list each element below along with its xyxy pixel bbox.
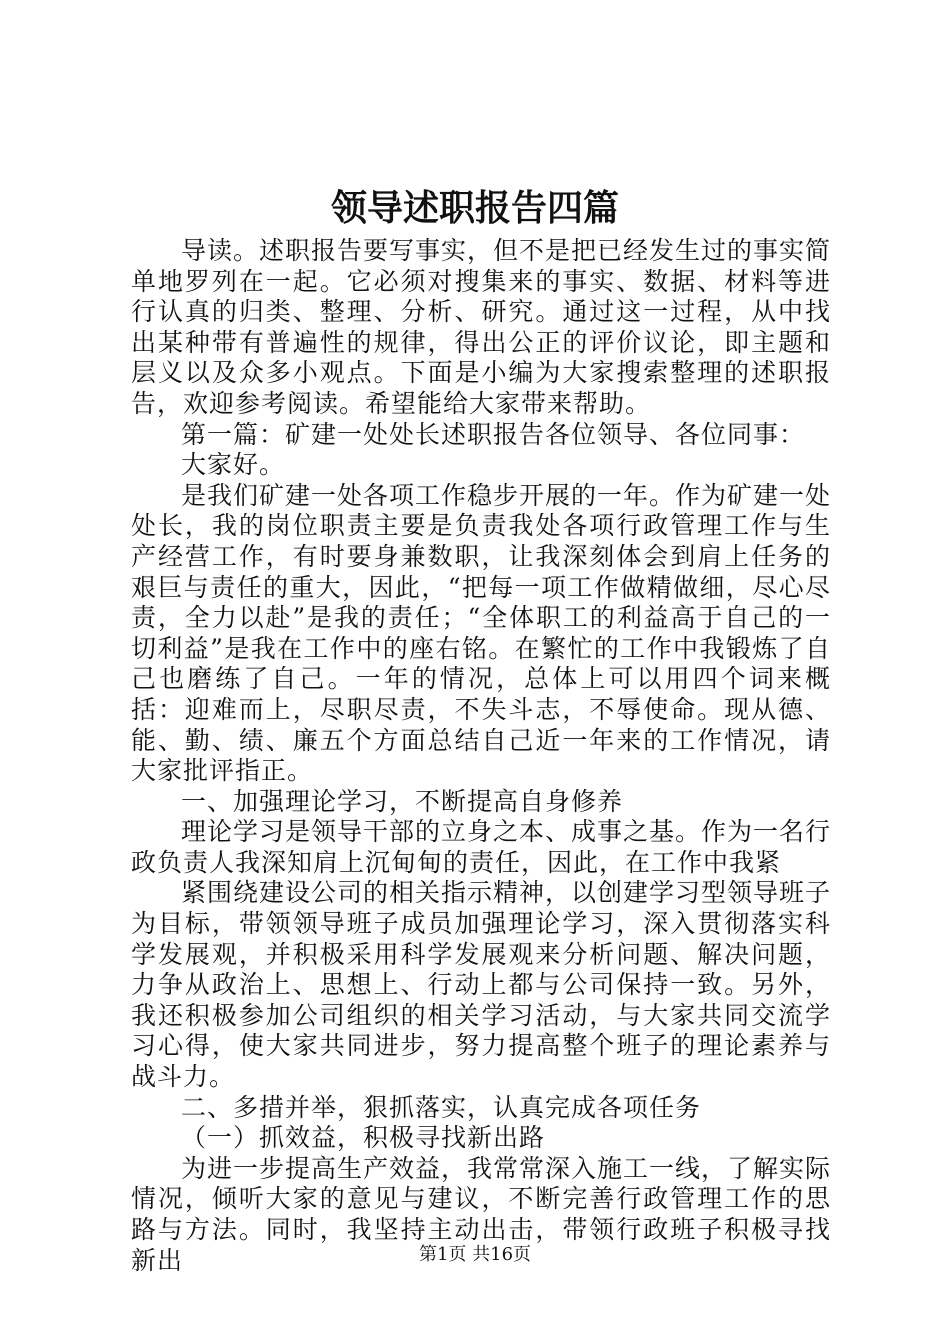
paragraph-benefits: 为进一步提高生产效益，我常常深入施工一线，了解实际情况，倾听大家的意见与建议，不断完善行政管理工作的思路与方法。同时，我坚持主动出击，带领行政班子积极寻找新出 <box>131 1153 832 1275</box>
paragraph-section-one-heading: 第一篇：矿建一处处长述职报告各位领导、各位同事： <box>181 419 806 449</box>
paragraph-heading-theory: 一、加强理论学习，不断提高自身修养 <box>181 786 624 816</box>
document-body <box>131 236 831 1276</box>
paragraph-subheading-benefits: （一）抓效益，积极寻找新出路 <box>181 1123 546 1153</box>
paragraph-heading-tasks: 二、多措并举，狠抓落实，认真完成各项任务 <box>181 1092 702 1122</box>
paragraph-theory: 理论学习是领导干部的立身之本、成事之基。作为一名行政负责人我深知肩上沉甸甸的责任，因此，在工作中我紧 <box>131 817 832 877</box>
page-footer: 第1页 共16页 <box>418 1244 532 1265</box>
paragraph-theory-continued: 紧围绕建设公司的相关指示精神，以创建学习型领导班子为目标，带领领导班子成员加强理论学习，深入贯彻落实科学发展观，并积极采用科学发展观来分析问题、解决问题，力争从政治上、思想上、行动上都与公司保持一致。另外，我还积极参加公司组织的相关学习活动，与大家共同交流学习心得，使大家共同进步，努力提高整个班子的理论素养与战斗力。 <box>131 878 832 1092</box>
paragraph-intro: 导读。述职报告要写事实，但不是把已经发生过的事实简单地罗列在一起。它必须对搜集来的事实、数据、材料等进行认真的归类、整理、分析、研究。通过这一过程，从中找出某种带有普遍性的规律，得出公正的评价议论，即主题和层义以及众多小观点。下面是小编为大家搜索整理的述职报告，欢迎参考阅读。希望能给大家带来帮助。 <box>131 236 832 418</box>
document-title: 领导述职报告四篇 <box>330 187 619 229</box>
paragraph-overview: 是我们矿建一处各项工作稳步开展的一年。作为矿建一处处长，我的岗位职责主要是负责我处各项行政管理工作与生产经营工作，有时要身兼数职，让我深刻体会到肩上任务的艰巨与责任的重大，因此，“把每一项工作做精做细，尽心尽责，全力以赴”是我的责任；“全体职工的利益高于自己的一切利益”是我在工作中的座右铭。在繁忙的工作中我锻炼了自己也磨练了自己。一年的情况，总体上可以用四个词来概括：迎难而上，尽职尽责，不失斗志，不辱使命。现从德、能、勤、绩、廉五个方面总结自己近一年来的工作情况，请大家批评指正。 <box>131 480 832 786</box>
paragraph-greeting: 大家好。 <box>181 450 286 480</box>
